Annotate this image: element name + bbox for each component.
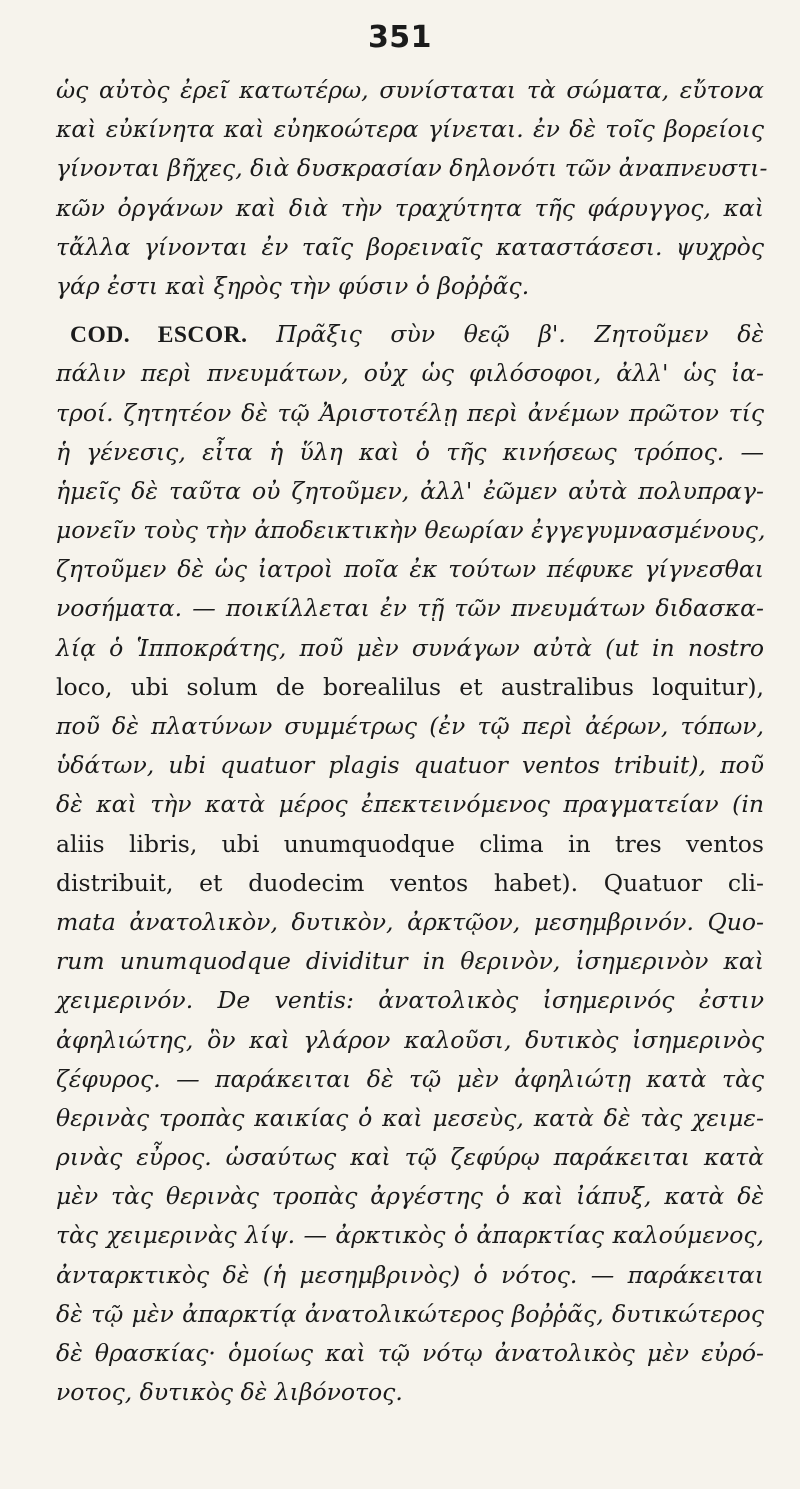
page-number: 351 (367, 20, 433, 55)
text-line: γάρ ἐστι καὶ ξηρὸς τὴν φύσιν ὁ βοῤῥᾶς. (56, 271, 530, 300)
text-line: πάλιν περὶ πνευμάτων, οὐχ ὡς φιλόσοφοι, ἀλλ' ὡς ἰα- (56, 359, 764, 388)
text-line: καὶ εὐκίνητα καὶ εὐηκοώτερα γίνεται. ἐν δὲ τοῖς βορείοις (56, 115, 764, 144)
text-line: τὰς χειμερινὰς λίψ. — ἀρκτικὸς ὁ ἀπαρκτίας καλούμενος, (56, 1221, 764, 1250)
paragraph-1 (56, 71, 768, 306)
text-line: ποῦ δὲ πλατύνων συμμέτρως (ἐν τῷ περὶ ἀέρων, τόπων, (56, 712, 764, 740)
codex-label: COD. ESCOR. (70, 322, 248, 349)
text-line: νοτος, δυτικὸς δὲ λιβόνοτος. (56, 1378, 403, 1407)
text-line: μὲν τὰς θερινὰς τροπὰς ἀργέστης ὁ καὶ ἰάπυξ, κατὰ δὲ (56, 1182, 764, 1211)
text-line: δὲ τῷ μὲν ἀπαρκτίᾳ ἀνατολικώτερος βοῤῥᾶς, δυτικώτερος (56, 1299, 764, 1328)
text-line: ἀνταρκτικὸς δὲ (ἡ μεσημβρινὸς) ὁ νότος. — παράκειται (56, 1260, 764, 1289)
text-line: distribuit, et duodecim ventos habet). Quatuor cli- (56, 868, 764, 897)
text-line: τἄλλα γίνονται ἐν ταῖς βορειναῖς καταστάσεσι. ψυχρὸς (56, 232, 764, 261)
text-line: δὲ θρασκίας· ὁμοίως καὶ τῷ νότῳ ἀνατολικὸς μὲν εὐρό- (56, 1339, 764, 1367)
text-line: γίνονται βῆχες, διὰ δυσκρασίαν δηλονότι τῶν ἀναπνευστι- (56, 154, 768, 183)
text-line: ρινὰς εὖρος. ὡσαύτως καὶ τῷ ζεφύρῳ παράκειται κατὰ (56, 1143, 764, 1172)
text-line: θερινὰς τροπὰς καικίας ὁ καὶ μεσεὺς, κατὰ δὲ τὰς χειμε- (56, 1103, 764, 1132)
text-line: ὑδάτων, ubi quatuor plagis quatuor ventos tribuit), ποῦ (56, 751, 764, 780)
text-line: ζητοῦμεν δὲ ὡς ἰατροὶ ποῖα ἐκ τούτων πέφυκε γίγνεσθαι (56, 555, 764, 584)
text-line: δὲ καὶ τὴν κατὰ μέρος ἐπεκτεινόμενος πραγματείαν (in (56, 790, 764, 819)
text-line: νοσήματα. — ποικίλλεται ἐν τῇ τῶν πνευμάτων διδασκα- (56, 594, 764, 623)
text-line: μονεῖν τοὺς τὴν ἀποδεικτικὴν θεωρίαν ἐγγεγυμνασμένους, (56, 516, 766, 545)
text-line: ἡ γένεσις, εἶτα ἡ ὕλη καὶ ὁ τῆς κινήσεως τρόπος. — (56, 437, 764, 466)
text-line-rest: Πρᾶξις σὺν θεῷ β'. Ζητοῦμεν δὲ (276, 320, 764, 349)
text-line: ἀφηλιώτης, ὃν καὶ γλάρον καλοῦσι, δυτικὸς ἰσημερινὸς (56, 1025, 764, 1054)
text-line: ζέφυρος. — παράκειται δὲ τῷ μὲν ἀφηλιώτῃ κατὰ τὰς (56, 1064, 764, 1093)
text-line: χειμερινόν. De ventis: ἀνατολικὸς ἰσημερινός ἐστιν (56, 986, 764, 1015)
text-line: ἡμεῖς δὲ ταῦτα οὐ ζητοῦμεν, ἀλλ' ἐῶμεν αὐτὰ πολυπραγ- (56, 476, 764, 505)
text-line: κῶν ὀργάνων καὶ διὰ τὴν τραχύτητα τῆς φάρυγγος, καὶ (56, 193, 764, 222)
text-line: mata ἀνατολικὸν, δυτικὸν, ἀρκτῷον, μεσημβρινόν. Quo- (56, 907, 764, 936)
paragraph-2 (56, 315, 764, 1412)
text-line-first (56, 315, 764, 354)
body-text (56, 71, 768, 1412)
text-line: rum unumquodque dividitur in θερινὸν, ἰσημερινὸν καὶ (56, 947, 764, 976)
text-line: loco, ubi solum de borealilus et australibus loquitur), (56, 672, 764, 701)
text-line: aliis libris, ubi unumquodque clima in tres ventos (56, 829, 764, 858)
text-line: λίᾳ ὁ Ἱπποκράτης, ποῦ μὲν συνάγων αὐτὰ (ut in nostro (56, 633, 764, 662)
text-line: τροί. ζητητέον δὲ τῷ Ἀριστοτέλῃ περὶ ἀνέμων πρῶτον τίς (56, 398, 764, 427)
text-line: ὡς αὐτὸς ἐρεῖ κατωτέρω, συνίσταται τὰ σώματα, εὔτονα (56, 76, 764, 104)
